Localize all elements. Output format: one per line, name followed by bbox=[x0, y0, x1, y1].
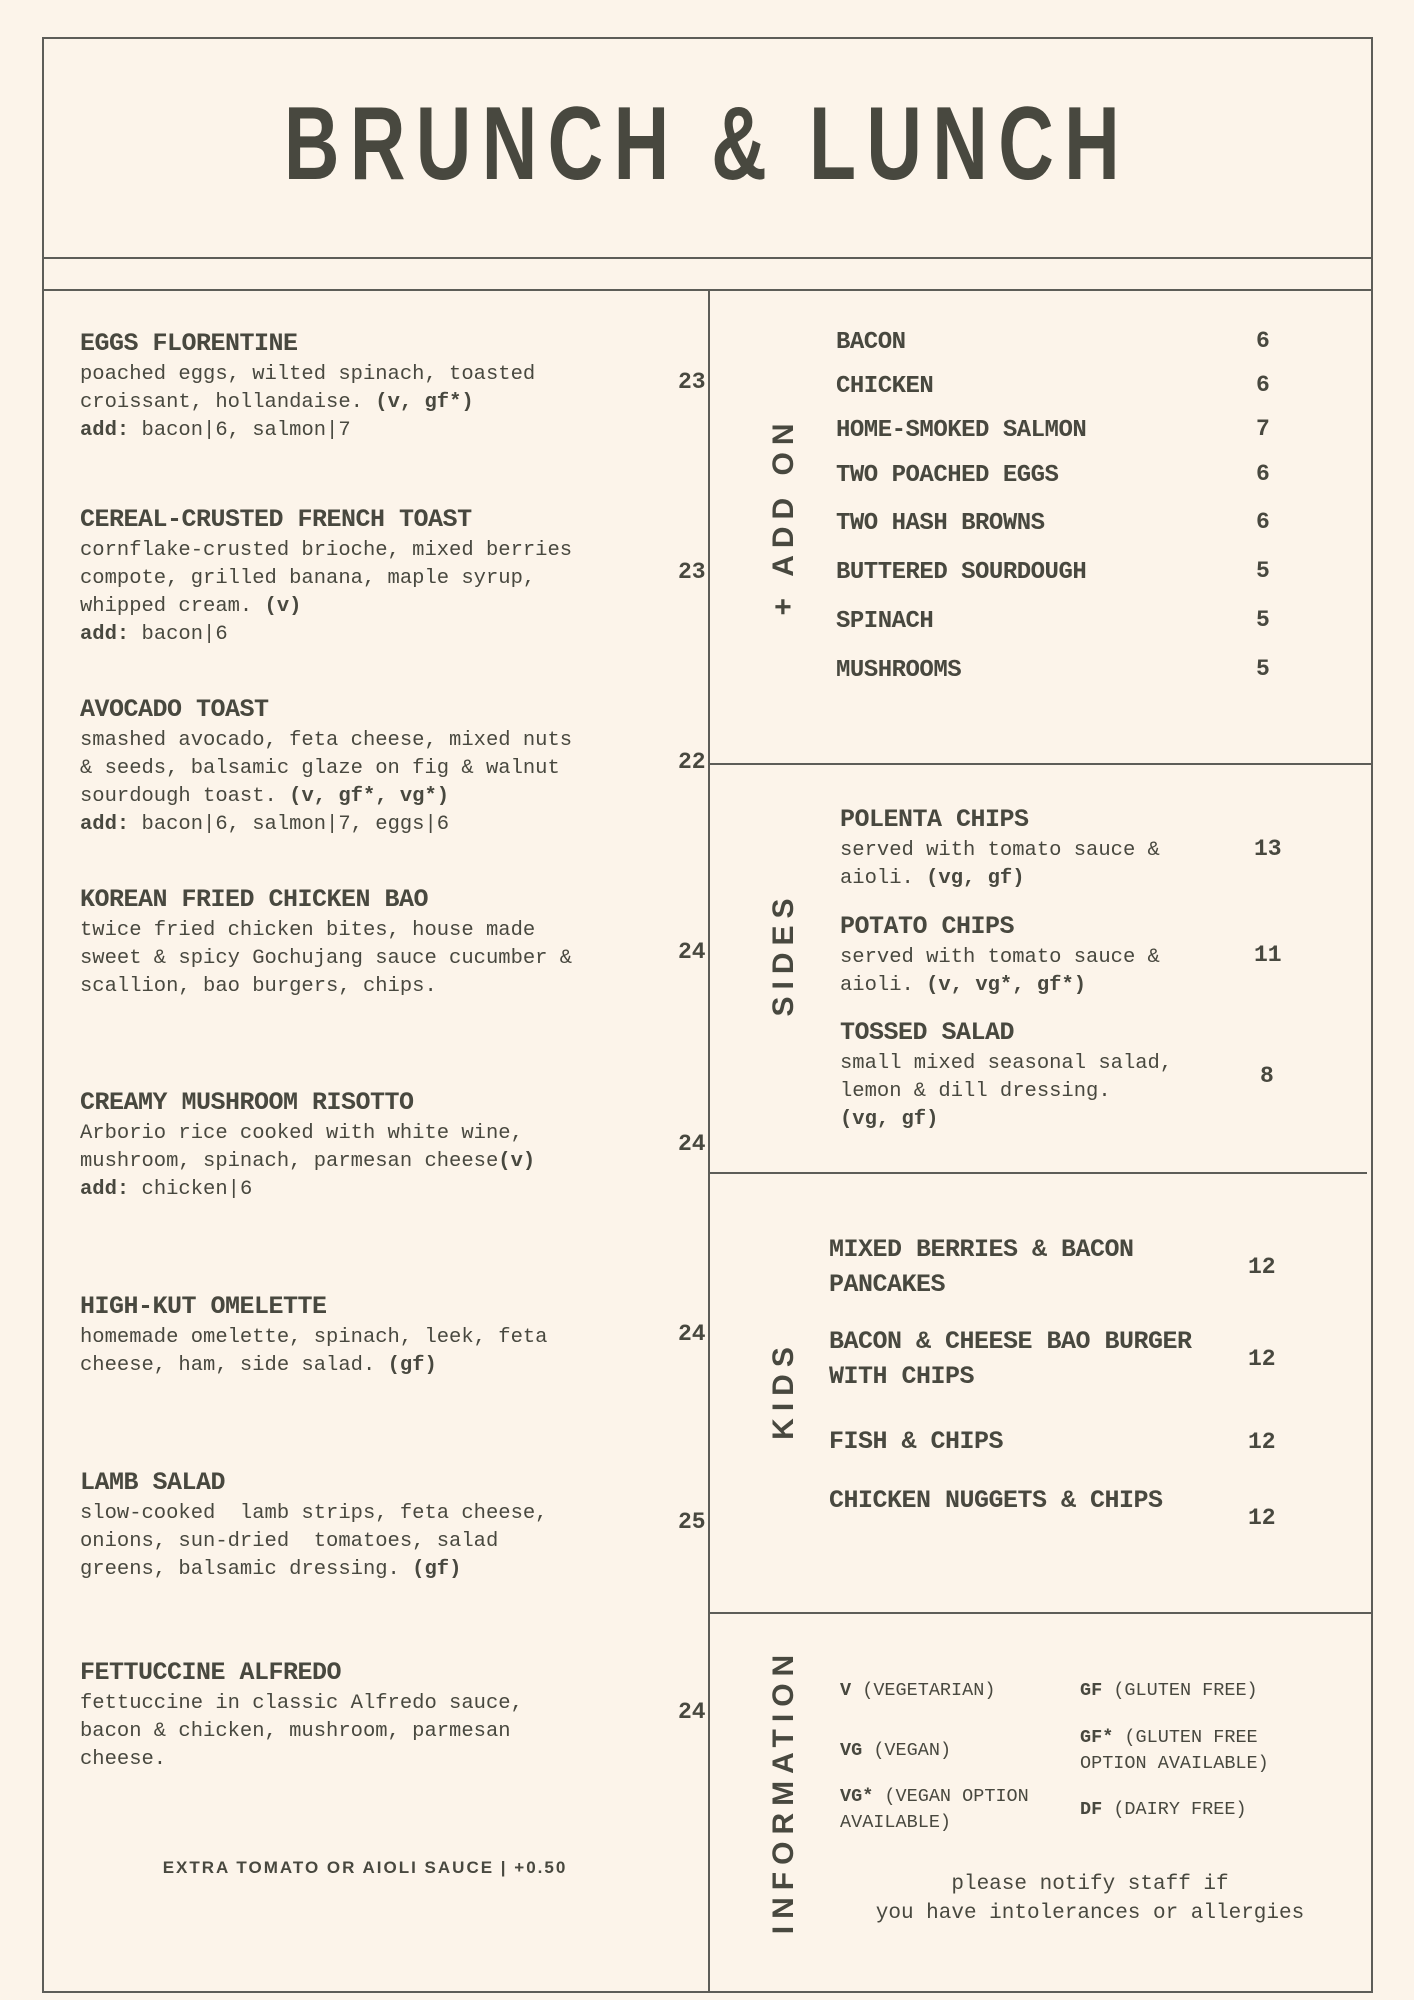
frame-right bbox=[1371, 37, 1373, 1993]
item-name: TOSSED SALAD bbox=[840, 1018, 1015, 1047]
kids-divider bbox=[708, 1612, 1373, 1614]
item-description: small mixed seasonal salad, lemon & dill dressing. (vg, gf) bbox=[840, 1052, 1173, 1131]
add-on-section-label: + ADD ON bbox=[767, 416, 800, 616]
allergy-notice-line-1: please notify staff if bbox=[951, 1873, 1229, 1896]
allergy-notice bbox=[840, 1870, 1340, 1928]
add-on-price: 5 bbox=[1256, 558, 1270, 584]
information-section-label: INFORMATION bbox=[767, 1647, 800, 1935]
add-on-item: TWO HASH BROWNS bbox=[836, 510, 1045, 537]
add-on-price: 6 bbox=[1256, 328, 1270, 354]
kids-price: 12 bbox=[1248, 1254, 1276, 1280]
item-description: cornflake-crusted brioche, mixed berries compote, grilled banana, maple syrup, whipped cream. (v) add: bacon|6 bbox=[80, 539, 573, 646]
add-on-item: BACON bbox=[836, 329, 906, 356]
item-name: AVOCADO TOAST bbox=[80, 695, 269, 724]
side-price: 8 bbox=[1260, 1063, 1274, 1089]
item-name: HIGH-KUT OMELETTE bbox=[80, 1292, 327, 1321]
sides-section-label: SIDES bbox=[767, 891, 800, 1017]
sides-divider bbox=[708, 1172, 1367, 1174]
menu-item bbox=[80, 1656, 706, 1774]
column-divider bbox=[708, 289, 710, 1993]
side-price: 11 bbox=[1254, 942, 1282, 968]
addon-divider bbox=[708, 763, 1373, 765]
side-item bbox=[840, 803, 1180, 893]
item-name: POLENTA CHIPS bbox=[840, 805, 1029, 834]
item-name: KOREAN FRIED CHICKEN BAO bbox=[80, 885, 429, 914]
legend-vegetarian: V (VEGETARIAN) bbox=[840, 1680, 996, 1701]
kids-item: FISH & CHIPS bbox=[829, 1427, 1004, 1456]
item-name: LAMB SALAD bbox=[80, 1468, 226, 1497]
legend-gluten-free: GF (GLUTEN FREE) bbox=[1080, 1680, 1258, 1701]
item-price: 22 bbox=[678, 749, 706, 775]
side-item bbox=[840, 1016, 1180, 1134]
legend-dairy-free: DF (DAIRY FREE) bbox=[1080, 1799, 1247, 1820]
item-price: 23 bbox=[678, 559, 706, 585]
kids-price: 12 bbox=[1248, 1346, 1276, 1372]
kids-item: CHICKEN NUGGETS & CHIPS bbox=[829, 1486, 1163, 1515]
side-item bbox=[840, 910, 1180, 1000]
frame-left bbox=[42, 37, 44, 1993]
item-name: CEREAL-CRUSTED FRENCH TOAST bbox=[80, 505, 472, 534]
item-description: Arborio rice cooked with white wine, mushroom, spinach, parmesan cheese(v) add: chicken|6 bbox=[80, 1122, 536, 1201]
menu-item bbox=[80, 1086, 706, 1204]
kids-section-label: KIDS bbox=[767, 1340, 800, 1440]
extra-sauce-note: EXTRA TOMATO OR AIOLI SAUCE | +0.50 bbox=[162, 1858, 568, 1877]
legend-vegan-option: VG* (VEGAN OPTION AVAILABLE) bbox=[840, 1786, 1029, 1833]
add-on-item: TWO POACHED EGGS bbox=[836, 462, 1059, 489]
legend-vegan: VG (VEGAN) bbox=[840, 1740, 952, 1761]
menu-item bbox=[80, 1466, 706, 1584]
item-description: smashed avocado, feta cheese, mixed nuts & seeds, balsamic glaze on fig & walnut sourdough toast. (v, gf*, vg*) add: bacon|6, salmon|7, eggs|6 bbox=[80, 729, 573, 836]
add-on-price: 6 bbox=[1256, 461, 1270, 487]
kids-price: 12 bbox=[1248, 1505, 1276, 1531]
legend-gluten-free-option: GF* (GLUTEN FREE OPTION AVAILABLE) bbox=[1080, 1727, 1269, 1774]
item-price: 24 bbox=[678, 1131, 706, 1157]
add-on-price: 6 bbox=[1256, 372, 1270, 398]
item-name: FETTUCCINE ALFREDO bbox=[80, 1658, 342, 1687]
item-name: CREAMY MUSHROOM RISOTTO bbox=[80, 1088, 414, 1117]
item-price: 24 bbox=[678, 1321, 706, 1347]
header-divider bbox=[42, 257, 1373, 259]
item-description: fettuccine in classic Alfredo sauce, bacon & chicken, mushroom, parmesan cheese. bbox=[80, 1692, 523, 1771]
menu-item bbox=[80, 327, 706, 445]
menu-item bbox=[80, 693, 706, 839]
item-description: slow-cooked lamb strips, feta cheese, onions, sun-dried tomatoes, salad greens, balsamic dressing. (gf) bbox=[80, 1502, 560, 1581]
kids-price: 12 bbox=[1248, 1429, 1276, 1455]
item-price: 23 bbox=[678, 369, 706, 395]
frame-top bbox=[42, 37, 1373, 39]
item-price: 24 bbox=[678, 939, 706, 965]
add-on-price: 5 bbox=[1256, 607, 1270, 633]
item-name: POTATO CHIPS bbox=[840, 912, 1015, 941]
add-on-item: CHICKEN bbox=[836, 373, 934, 400]
item-description: homemade omelette, spinach, leek, feta cheese, ham, side salad. (gf) bbox=[80, 1326, 548, 1377]
item-price: 24 bbox=[678, 1699, 706, 1725]
add-on-item: BUTTERED SOURDOUGH bbox=[836, 559, 1087, 586]
item-name: EGGS FLORENTINE bbox=[80, 329, 298, 358]
add-on-item: SPINACH bbox=[836, 608, 934, 635]
allergy-notice-line-2: you have intolerances or allergies bbox=[875, 1902, 1305, 1925]
kids-item: MIXED BERRIES & BACON PANCAKES bbox=[829, 1235, 1134, 1299]
item-description: poached eggs, wilted spinach, toasted croissant, hollandaise. (v, gf*) add: bacon|6, salmon|7 bbox=[80, 363, 536, 442]
add-on-price: 7 bbox=[1256, 416, 1270, 442]
add-on-item: MUSHROOMS bbox=[836, 657, 962, 684]
item-description: served with tomato sauce & aioli. (vg, gf) bbox=[840, 839, 1160, 890]
item-description: served with tomato sauce & aioli. (v, vg*, gf*) bbox=[840, 946, 1160, 997]
menu-item bbox=[80, 883, 706, 1001]
add-on-item: HOME-SMOKED SALMON bbox=[836, 417, 1087, 444]
add-on-price: 6 bbox=[1256, 509, 1270, 535]
add-on-price: 5 bbox=[1256, 656, 1270, 682]
item-price: 25 bbox=[678, 1509, 706, 1535]
page-title: BRUNCH & LUNCH bbox=[283, 86, 1131, 202]
item-description: twice fried chicken bites, house made sweet & spicy Gochujang sauce cucumber & scallion, bao burgers, chips. bbox=[80, 919, 573, 998]
menu-item bbox=[80, 503, 706, 649]
kids-item: BACON & CHEESE BAO BURGER WITH CHIPS bbox=[829, 1327, 1192, 1391]
side-price: 13 bbox=[1254, 836, 1282, 862]
menu-item bbox=[80, 1290, 706, 1380]
